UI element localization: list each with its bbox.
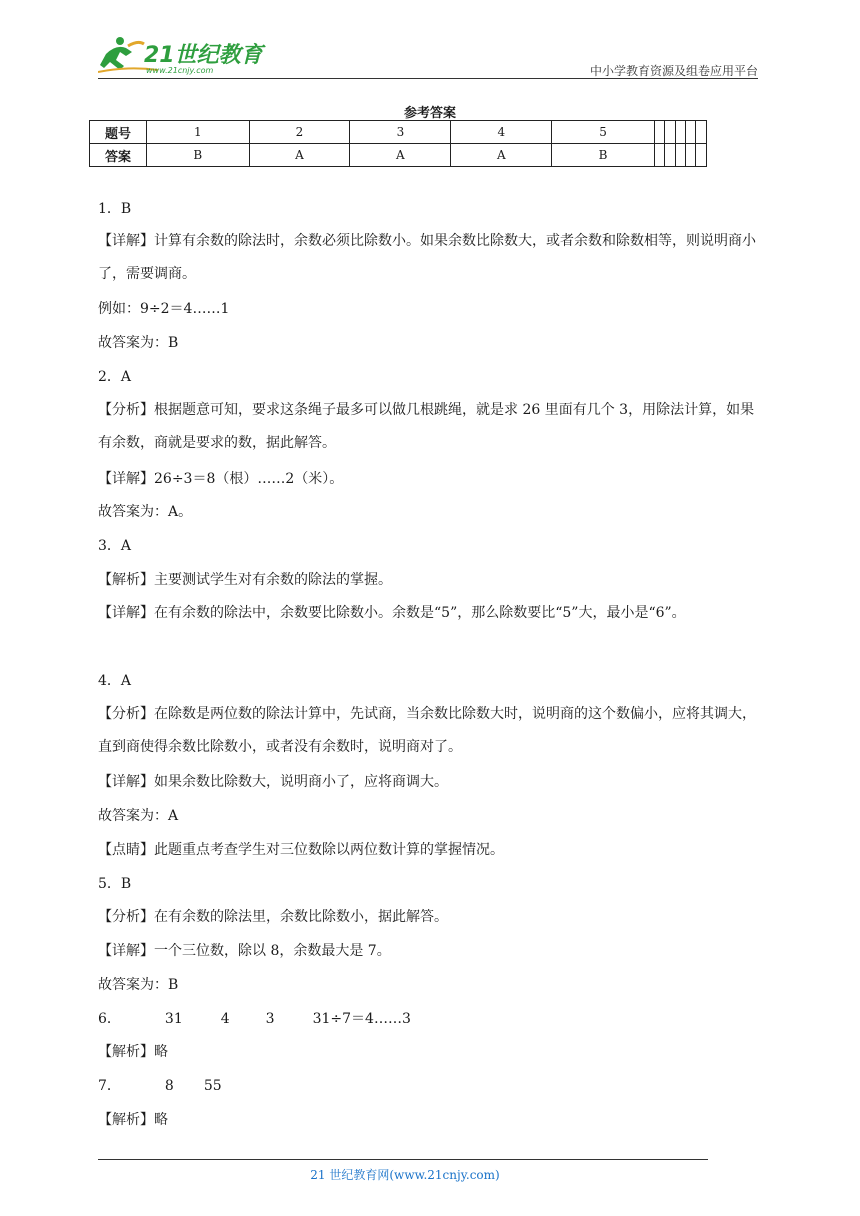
question-1-example: 例如：9÷2＝4……1 [98,301,230,317]
table-cell [675,144,685,167]
question-5-conclusion: 故答案为：B [98,977,179,993]
question-number: 6． [98,1011,121,1027]
table-cell: A [350,144,451,167]
question-3-detail: 【详解】在有余数的除法中，余数要比除数小。余数是“5”，那么除数要比“5”大，最小是“6”。 [98,605,686,621]
question-4-detail: 【详解】如果余数比除数大，说明商小了，应将商调大。 [98,774,448,790]
table-cell: A [451,144,552,167]
question-4-analysis: 【分析】在除数是两位数的除法计算中，先试商，当余数比除数大时，说明商的这个数偏小，应将其调大，直到商使得余数比除数小，或者没有余数时，说明商对了。 [98,706,756,755]
question-5-analysis: 【分析】在有余数的除法里，余数比除数小，据此解答。 [98,909,448,925]
table-cell [665,121,675,144]
page-header [98,30,758,80]
header-divider [98,78,758,79]
question-5-answer: 5．B [98,876,132,892]
table-cell [675,121,685,144]
question-3-explain: 【解析】主要测试学生对有余数的除法的掌握。 [98,572,392,588]
question-4-comment: 【点睛】此题重点考查学生对三位数除以两位数计算的掌握情况。 [98,842,504,858]
blank-answer: 8 [164,1078,174,1094]
question-2-answer: 2．A [98,369,132,385]
question-7-answer [98,1077,222,1095]
question-4-conclusion: 故答案为：A [98,808,179,824]
table-cell: B [552,144,655,167]
question-2-analysis: 【分析】根据题意可知，要求这条绳子最多可以做几根跳绳，就是求 26 里面有几个 3，用除法计算，如果有余数，商就是要求的数，据此解答。 [98,402,755,451]
table-cell: A [249,144,350,167]
table-cell: 1 [147,121,250,144]
table-row-label: 题号 [90,121,147,144]
table-cell: 5 [552,121,655,144]
question-1-conclusion: 故答案为：B [98,335,179,351]
question-2-detail: 【详解】26÷3＝8（根）……2（米）。 [98,471,344,487]
table-cell [654,121,664,144]
question-4-answer: 4．A [98,673,132,689]
blank-answer: 55 [203,1078,222,1094]
question-1-detail: 【详解】计算有余数的除法时，余数必须比除数小。如果余数比除数大，或者余数和除数相等，则说明商小了，需要调商。 [98,233,756,282]
table-row-numbers [90,121,707,144]
table-row-answers [90,144,707,167]
page-title: 参考答案 [403,106,456,121]
question-6-explain: 【解析】略 [98,1044,168,1060]
answer-table [89,120,707,167]
footer-divider [98,1159,708,1160]
table-cell: B [147,144,250,167]
table-cell: 2 [249,121,350,144]
table-cell [654,144,664,167]
question-5-detail: 【详解】一个三位数，除以 8，余数最大是 7。 [98,943,391,959]
table-cell [696,144,707,167]
platform-name: 中小学教育资源及组卷应用平台 [589,64,758,78]
table-cell [686,121,696,144]
blank-answer: 31 [164,1011,183,1027]
logo-graphic [98,30,268,76]
question-6-answer [98,1010,411,1028]
question-7-explain: 【解析】略 [98,1112,168,1128]
logo-text: 21世纪教育 [144,43,263,68]
table-row-label: 答案 [90,144,147,167]
blank-answer: 3 [265,1011,275,1027]
site-logo [98,30,268,76]
question-1-answer: 1．B [98,201,132,217]
question-2-conclusion: 故答案为：A。 [98,504,193,520]
blank-answer: 31÷7＝4……3 [312,1011,411,1027]
question-3-answer: 3．A [98,538,132,554]
footer-link[interactable]: 21 世纪教育网(www.21cnjy.com) [310,1168,500,1182]
table-cell [686,144,696,167]
table-cell [696,121,707,144]
table-cell: 3 [350,121,451,144]
table-cell: 4 [451,121,552,144]
table-cell [665,144,675,167]
logo-url: www.21cnjy.com [146,66,214,75]
question-number: 7． [98,1078,121,1094]
blank-answer: 4 [220,1011,230,1027]
